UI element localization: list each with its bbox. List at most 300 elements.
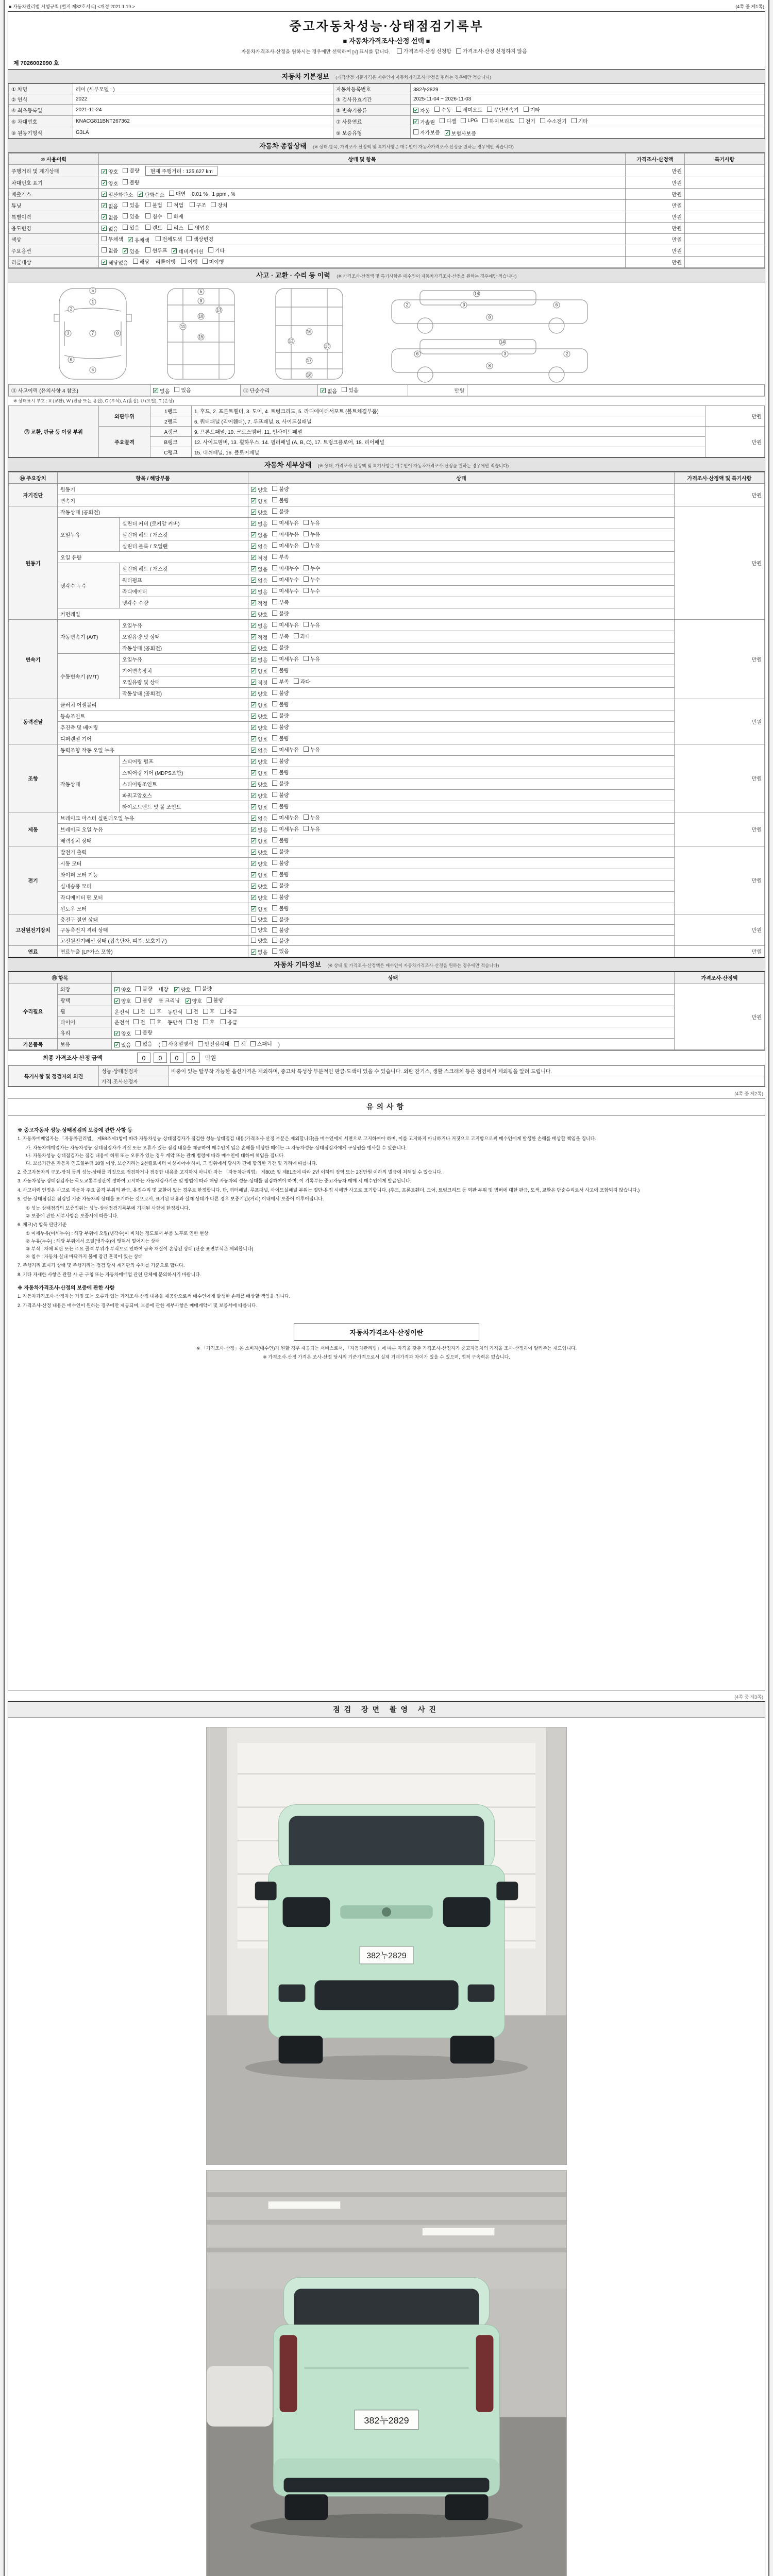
section-etc-title: 자동차 기타정보 — [274, 961, 322, 969]
engine-type-value: G3LA — [73, 127, 333, 138]
glass-state[interactable]: ✔ 양호 불량 — [112, 1027, 675, 1039]
table-row — [9, 869, 765, 880]
state-options[interactable]: ✔ 없음 미세누유 누유 — [248, 812, 675, 823]
state-options[interactable]: ✔ 양호 불량 — [248, 835, 675, 846]
item-label: 충전구 절연 상태 — [58, 914, 248, 925]
price-cell: 만원 — [675, 846, 765, 914]
item-label: 오일 유량 — [58, 551, 248, 563]
sub-coolant-leak: 냉각수 누수 — [58, 563, 120, 608]
photos-box — [8, 1701, 765, 2576]
notes-paragraph: 5. 성능·상태점검은 점검일 기준 자동차의 상태를 표기하는 것으로서, 표기된 내용과 실제 상태가 다른 경우 보증기간(거리) 이내에서 보증이 이루어집니다. — [18, 1196, 324, 1202]
state-options[interactable]: ✔ 없음 미세누유 누유 — [248, 529, 675, 540]
section-basic-header — [8, 69, 765, 83]
select-note: 자동차가격조사·산정을 원하시는 경우에만 선택하여 [√] 표시를 합니다. — [241, 49, 391, 55]
usage-sub-label: 리콜이행 — [155, 260, 176, 265]
state-options[interactable]: ✔ 없음 미세누유 누유 — [248, 823, 675, 835]
item-label: 냉각수 수량 — [120, 597, 248, 608]
state-options[interactable]: ✔ 양호 불량 — [248, 801, 675, 812]
table-row — [9, 823, 765, 835]
polish-label: 광택 — [58, 995, 112, 1006]
state-options[interactable]: ✔ 양호 불량 — [248, 778, 675, 789]
repair-needed-label: 수리필요 — [9, 984, 58, 1039]
table-row — [9, 653, 765, 665]
table-row — [9, 665, 765, 676]
state-options[interactable]: ✔ 없음 미세누수 누수 — [248, 585, 675, 597]
state-options[interactable]: ✔ 양호 불량 — [248, 483, 675, 495]
final-price-row — [8, 1050, 765, 1065]
section-overall-note: (※ 상태·항목, 가격조사·산정액 및 특기사항은 매수인이 자동차가격조사·산정을 원하는 경우에만 적습니다) — [313, 144, 514, 149]
state-options[interactable]: ✔ 양호 불량 — [248, 789, 675, 801]
simple-repair-options[interactable]: ✔ 없음 있음 — [318, 384, 408, 396]
vin-label: ⑥ 차대번호 — [9, 115, 73, 127]
price-cell: 만원 — [675, 914, 765, 946]
usage-options-1: ✔ 없음 있음 — [102, 225, 140, 232]
overall-state-table — [8, 153, 765, 268]
usage-state[interactable] — [99, 256, 626, 267]
table-row — [9, 946, 765, 957]
usage-state[interactable] — [99, 245, 626, 256]
note-cell — [685, 256, 765, 267]
rank-label: C랭크 — [150, 447, 192, 457]
item-label: 커먼레일 — [58, 608, 248, 619]
price-cell: 만원 — [626, 222, 685, 233]
polish-state[interactable]: ✔ 양호 불량 룸 크리닝 ✔ 양호 불량 — [112, 995, 675, 1006]
group-steering: 조향 — [9, 744, 58, 812]
usage-options-1: 없음 ✔ 있음 — [102, 248, 144, 254]
state-options[interactable]: ✔ 양호 불량 — [248, 903, 675, 914]
simple-repair-label: ⑫ 단순수리 — [241, 384, 318, 396]
col-etc-state: 상태 — [112, 972, 675, 984]
item-label: 스티어링조인트 — [120, 778, 248, 789]
col-usage-history: ⑩ 사용이력 — [9, 153, 99, 164]
usage-options-3: 구조 장치 — [190, 203, 232, 209]
note-cell — [685, 233, 765, 245]
transmission-options[interactable]: ✔ 자동 수동 세미오토 무단변속기 기타 — [411, 104, 765, 115]
table-row — [9, 517, 765, 529]
top-strip — [6, 2, 767, 11]
state-options[interactable]: ✔ 없음 있음 — [248, 946, 675, 957]
section-detail-header — [8, 457, 765, 472]
group-electric: 전기 — [9, 846, 58, 914]
price-cell: 만원 — [675, 984, 765, 1050]
exterior-state[interactable]: ✔ 양호 불량 내장 ✔ 양호 불량 — [112, 984, 675, 995]
section-etc-header — [8, 957, 765, 972]
table-row — [9, 631, 765, 642]
usage-state[interactable] — [99, 233, 626, 245]
vehicle-rear-photo — [206, 2170, 567, 2576]
table-row — [9, 574, 765, 585]
state-options[interactable]: ✔ 양호 불량 — [248, 733, 675, 744]
usage-options-1: ✔ 일산화탄소 ✔ 탄화수소 매연 — [102, 191, 186, 198]
notes-paragraph: ② 누유(누수) : 해당 부위에서 오일(냉각수)이 맺혀서 떨어지는 상태 — [26, 1239, 160, 1244]
usage-row — [9, 199, 765, 211]
state-options[interactable]: ✔ 양호 불량 — [248, 665, 675, 676]
wheel-state[interactable]: 운전석 전 후 동반석 전 후 응급 — [112, 1006, 675, 1017]
item-label: 스티어링 기어 (MDPS포함) — [120, 767, 248, 778]
usage-options-1: 무채색 ✔ 유채색 — [102, 237, 154, 243]
rank-items: 1. 후드, 2. 프론트휀더, 3. 도어, 4. 트렁크리드, 5. 라디에이터서포트 (볼트체결부품) — [192, 405, 705, 416]
page-marker: (4쪽 중 제2쪽) — [734, 1091, 763, 1096]
item-label: 기어변속장치 — [120, 665, 248, 676]
table-row — [9, 94, 765, 104]
car-name-label: ① 차명 — [9, 83, 73, 94]
definition-note: ※ 「가격조사·산정」은 소비자(매수인)가 원할 경우 제공되는 서비스로서, 「자동차관리법」에 따른 자격을 갖춘 가격조사·산정자가 중고자동차의 가격을 조사·산정하여 알려주는 제도입니다. — [196, 1346, 577, 1351]
item-label: 실린더 헤드 / 개스킷 — [120, 529, 248, 540]
col-etc-item: ⑮ 항목 — [9, 972, 112, 984]
table-row — [9, 914, 765, 925]
table-row — [9, 1027, 765, 1039]
inspection-period-label: ③ 검사유효기간 — [333, 94, 411, 104]
item-label: 배력장치 상태 — [58, 835, 248, 846]
front-plate-text: 382누2829 — [366, 1951, 407, 1960]
table-row — [9, 619, 765, 631]
item-label: 추진축 및 베어링 — [58, 721, 248, 733]
notes-paragraph: 6. 체크(√) 항목 판단기준 — [18, 1222, 67, 1227]
item-label: 윈도우 모터 — [58, 903, 248, 914]
table-row — [9, 744, 765, 755]
notes-paragraph: 2. 중고자동차의 구조·장치 등의 성능·상태를 거짓으로 점검하거나 점검한 내용을 고지하지 아니한 자는 「자동차관리법」 제80조 및 제81조에 따라 2년 이하의 징역 또는 2천만원 이하의 벌금에 처해질 수 있습니다. — [18, 1169, 443, 1175]
basic-info-table — [8, 83, 765, 139]
state-options[interactable]: ✔ 적정 부족 과다 — [248, 631, 675, 642]
state-options[interactable]: ✔ 양호 불량 — [248, 721, 675, 733]
price-cell: 만원 — [705, 405, 765, 426]
col-price: 가격조사·산정액 — [626, 153, 685, 164]
accident-history-table — [8, 384, 765, 396]
rank-label: 1랭크 — [150, 405, 192, 416]
accident-history-label: ⑪ 사고이력 (유의사항 4 참조) — [9, 384, 150, 396]
item-label: 오일유량 및 상태 — [120, 676, 248, 687]
sub-mt: 수동변속기 (M/T) — [58, 653, 120, 699]
main-form-box — [8, 11, 765, 1087]
usage-row — [9, 256, 765, 267]
table-row — [9, 426, 765, 436]
outer-panel-label: 외판부위 — [99, 405, 150, 426]
usage-row — [9, 177, 765, 188]
table-row — [9, 506, 765, 517]
section-overall-title: 자동차 종합상태 — [259, 142, 307, 150]
notes-paragraph: 1. 자동차매매업자는 「자동차관리법」 제58조제1항에 따라 자동차성능·상태점검자가 점검한 성능·상태점검 내용(가격조사·산정 부분은 제외합니다)을 매수인에게 서면으로 고지하여야 하며, 이를 고지하지 아니하거나 거짓으로 고지함으로써 매수인에게 발생한 손해를 배상할 책임을 집니다. — [18, 1136, 596, 1141]
state-options[interactable]: ✔ 없음 미세누유 누유 — [248, 619, 675, 631]
tire-state[interactable]: 운전석 전 후 동반석 전 후 응급 — [112, 1016, 675, 1027]
col-detail-state: 상태 — [248, 472, 675, 483]
room-cleaning-label: 룸 크리닝 — [158, 998, 180, 1004]
state-options[interactable]: ✔ 없음 미세누유 누유 — [248, 517, 675, 529]
state-options[interactable]: ✔ 적정 부족 — [248, 597, 675, 608]
table-row — [9, 384, 765, 396]
usage-row — [9, 164, 765, 177]
col-item-part: 항목 / 해당부품 — [58, 472, 248, 483]
group-transmission: 변속기 — [9, 619, 58, 699]
item-label: 브레이크 오일 누유 — [58, 823, 248, 835]
state-options[interactable]: ✔ 양호 불량 — [248, 506, 675, 517]
usage-options-2: 이행 미이행 — [181, 260, 228, 265]
usage-state[interactable] — [99, 188, 626, 199]
page-subtitle: ■ 자동차가격조사·산정 선택 ■ — [343, 37, 430, 45]
price-cell: 만원 — [626, 256, 685, 267]
usage-options-1: ✔ 없음 있음 — [102, 214, 140, 221]
usage-options-1: ✔ 양호 불량 — [102, 168, 140, 175]
section-accident-title: 사고 · 교환 · 수리 등 이력 — [256, 271, 330, 279]
usage-label: 용도변경 — [9, 222, 99, 233]
item-label: 작동상태 (공회전) — [58, 506, 248, 517]
note-cell — [685, 211, 765, 222]
main-frame-label: 주요골격 — [99, 426, 150, 457]
usage-options-1: ✔ 해당없음 해당 — [102, 259, 149, 266]
notes-paragraph: ④ 침수 : 자동차 실내 바닥까지 물에 잠긴 흔적이 있는 상태 — [26, 1254, 143, 1260]
section-basic-note: (가격산정 기준가격은 매수인이 자동차가격조사·산정을 원하는 경우에만 적습니다) — [335, 74, 491, 80]
table-row — [9, 857, 765, 869]
state-options[interactable]: ✔ 양호 불량 — [248, 869, 675, 880]
note-cell — [685, 164, 765, 177]
state-options[interactable]: ✔ 양호 불량 — [248, 642, 675, 653]
usage-label: 주요옵션 — [9, 245, 99, 256]
table-row — [9, 733, 765, 744]
state-options[interactable]: ✔ 없음 미세누유 누유 — [248, 540, 675, 551]
price-digit: 0 — [137, 1053, 150, 1063]
table-row — [9, 495, 765, 506]
basic-items-label: 기본품목 — [9, 1039, 58, 1050]
usage-state[interactable] — [99, 164, 626, 177]
item-label: 라디에이터 — [120, 585, 248, 597]
col-note: 특기사항 — [685, 153, 765, 164]
usage-options-2: 렌트 리스 영업용 — [145, 226, 214, 231]
section-etc-note: (※ 상태 및 가격조사·산정액은 매수인이 자동차가격조사·산정을 원하는 경우에만 적습니다) — [327, 963, 499, 968]
table-row — [9, 104, 765, 115]
item-label: 워터펌프 — [120, 574, 248, 585]
table-row — [9, 563, 765, 574]
notes-paragraph: ③ 부식 : 차체 외판 또는 주요 골격 부위가 부식으로 인하여 금속 재질이 손상된 상태 (단순 표면부식은 제외합니다) — [26, 1246, 254, 1252]
state-options[interactable]: ✔ 양호 불량 — [248, 699, 675, 710]
price-digit: 0 — [187, 1053, 200, 1063]
table-row — [9, 767, 765, 778]
vehicle-diagram: 5 1 2 3 7 8 6 4 5 9 10 11 13 15 12 16 17 18 13 2 3 6 14 8 6 3 2 14 8 — [10, 284, 763, 383]
table-row — [9, 540, 765, 551]
inspector-comment: 비중이 있는 탈부착 가능한 옵션가격은 제외하며, 중고차 특성상 부분적인 판금·도색이 있을 수 있습니다. 외판 잔기스, 생활 스크래치 등은 점검에서 제외됨을 알려 드립니다. — [169, 1066, 765, 1076]
status-symbol-legend: ※ 상태표시 부호 : X (교환), W (판금 또는 용접), C (부식), A (흠집), U (요철), T (손상) — [8, 396, 765, 405]
state-options[interactable]: ✔ 없음 미세누유 누유 — [248, 744, 675, 755]
usage-sub-label: 0.01 % , 1 ppm , % — [192, 192, 236, 197]
page-title: 중고자동차성능·상태점검기록부 — [289, 20, 484, 33]
notes-title: 유의사항 — [8, 1098, 765, 1115]
group-engine: 원동기 — [9, 506, 58, 619]
state-options[interactable]: ✔ 적정 부족 과다 — [248, 676, 675, 687]
inspection-period-value: 2025-11-04 ~ 2026-11-03 — [411, 94, 765, 104]
state-options[interactable]: ✔ 양호 불량 — [248, 495, 675, 506]
usage-label: 주행거리 및 계기상태 — [9, 164, 99, 177]
notes-paragraph: ① 미세누유(미세누수) : 해당 부위에 오일(냉각수)이 비치는 정도로서 부품 노후로 인한 현상 — [26, 1231, 209, 1236]
notes-body — [8, 1115, 765, 1315]
state-options[interactable]: ✔ 양호 불량 — [248, 880, 675, 891]
table-row — [9, 551, 765, 563]
price-cell: 만원 — [626, 245, 685, 256]
table-row — [9, 699, 765, 710]
state-options[interactable]: ✔ 적정 부족 — [248, 551, 675, 563]
accident-history-options[interactable]: ✔ 없음 있음 — [150, 384, 241, 396]
state-options[interactable]: ✔ 양호 불량 — [248, 710, 675, 721]
usage-row — [9, 233, 765, 245]
appraiser-comment — [169, 1076, 765, 1087]
sub-at: 자동변속기 (A/T) — [58, 619, 120, 653]
price-cell: 만원 — [675, 506, 765, 619]
exterior-label: 외장 — [58, 984, 112, 995]
price-survey-definition-notes — [8, 1345, 765, 1360]
title-block — [8, 12, 765, 57]
state-options[interactable]: ✔ 없음 미세누수 누수 — [248, 574, 675, 585]
table-row — [9, 1066, 765, 1076]
usage-label: 배출가스 — [9, 188, 99, 199]
item-label: 브레이크 마스터 실린더오일 누유 — [58, 812, 248, 823]
price-survey-definition-box: 자동차가격조사·산정이란 — [294, 1324, 479, 1341]
table-row — [9, 1006, 765, 1017]
item-label: 클러치 어셈블리 — [58, 699, 248, 710]
state-options[interactable]: ✔ 양호 불량 — [248, 846, 675, 857]
price-cell: 만원 — [675, 744, 765, 812]
detail-state-table — [8, 472, 765, 958]
fuel-label: ⑦ 사용연료 — [333, 115, 411, 127]
rear-plate-text: 382누2829 — [364, 2415, 409, 2426]
state-options[interactable]: ✔ 양호 불량 — [248, 755, 675, 767]
item-label: 오일누유 — [120, 653, 248, 665]
notes-paragraph: 나. 자동차성능·상태점검자는 점검 내용에 허위 또는 오류가 있는 경우 계약 또는 관계 법령에 따라 매수인에 대하여 책임을 집니다. — [26, 1153, 285, 1158]
state-options[interactable]: ✔ 양호 불량 — [248, 608, 675, 619]
usage-state[interactable] — [99, 199, 626, 211]
group-self-diagnosis: 자기진단 — [9, 483, 58, 506]
item-label: 라디에이터 팬 모터 — [58, 891, 248, 903]
section-accident-note: (※ 가격조사·산정액 및 특기사항은 매수인이 자동차가격조사·산정을 원하는 경우에만 적습니다) — [337, 273, 517, 279]
interior-label: 내장 — [158, 987, 169, 993]
inspector-role: 성능·상태점검자 — [99, 1066, 169, 1076]
state-options[interactable]: 양호 불량 — [248, 935, 675, 946]
notes-paragraph: 8. 기타 자세한 사항은 관할 시·군·구청 또는 자동차매매업 관련 단체에 문의하시기 바랍니다. — [18, 1272, 201, 1277]
table-row — [9, 115, 765, 127]
group-fuel: 연료 — [9, 946, 58, 957]
item-label: 작동상태 (공회전) — [120, 642, 248, 653]
notes-paragraph: 2. 가격조사·산정 내용은 매수인이 원하는 경우에만 제공되며, 보증에 관한 세부사항은 매매계약서 및 보증서에 따릅니다. — [18, 1302, 258, 1308]
form-reference: ■ 자동차관리법 시행규칙 [별지 제82호서식] <개정 2021.1.19.> — [9, 4, 135, 9]
reg-no-label: 자동차등록번호 — [333, 83, 411, 94]
price-cell: 만원 — [705, 426, 765, 457]
col-detail-price: 가격조사·산정액 및 특기사항 — [675, 472, 765, 483]
rank-items: 12. 사이드멤버, 13. 휠하우스, 14. 필러패널 (A, B, C), 17. 트렁크플로어, 18. 리어패널 — [192, 436, 705, 447]
group-high-voltage: 고전원전기장치 — [9, 914, 58, 946]
price-cell: 만원 — [626, 211, 685, 222]
warranty-options[interactable]: 자가보증 ✔ 보험사보증 — [411, 127, 765, 138]
mileage-box: 현재 주행거리 : 125,627 km — [145, 166, 217, 176]
table-row — [9, 1076, 765, 1087]
usage-state[interactable] — [99, 177, 626, 188]
rank-label: A랭크 — [150, 426, 192, 436]
price-cell: 만원 — [626, 164, 685, 177]
first-registration-value: 2021-11-24 — [73, 104, 333, 115]
table-row — [9, 687, 765, 699]
appraiser-role: 가격·조사산정자 — [99, 1076, 169, 1087]
state-options[interactable]: ✔ 없음 미세누유 누유 — [248, 653, 675, 665]
usage-options-1: ✔ 없음 있음 — [102, 202, 140, 210]
engine-type-label: ⑧ 원동기형식 — [9, 127, 73, 138]
glass-label: 유리 — [58, 1027, 112, 1039]
price-cell: 만원 — [626, 199, 685, 211]
state-options[interactable]: 양호 불량 — [248, 914, 675, 925]
table-row — [9, 935, 765, 946]
usage-state[interactable] — [99, 222, 626, 233]
table-row — [9, 812, 765, 823]
state-options[interactable]: ✔ 양호 불량 — [248, 687, 675, 699]
table-row — [9, 755, 765, 767]
usage-state[interactable] — [99, 211, 626, 222]
table-row — [9, 1016, 765, 1027]
usage-label: 특별이력 — [9, 211, 99, 222]
item-label: 작동상태 (공회전) — [120, 687, 248, 699]
rank-label: B랭크 — [150, 436, 192, 447]
col-main-device: ⑭ 주요장치 — [9, 472, 58, 483]
price-digit: 0 — [170, 1053, 183, 1063]
group-powertrain: 동력전달 — [9, 699, 58, 744]
table-row — [9, 984, 765, 995]
year-label: ② 연식 — [9, 94, 73, 104]
item-label: 오일누유 — [120, 619, 248, 631]
table-row — [9, 529, 765, 540]
reg-no-value: 382누2829 — [411, 83, 765, 94]
item-label: 오일유량 및 상태 — [120, 631, 248, 642]
item-label: 고전원전기배선 상태 (접속단자, 피복, 보호기구) — [58, 935, 248, 946]
item-label: 디퍼렌셜 기어 — [58, 733, 248, 744]
car-name-value: 레이 (세부모델 : ) — [73, 83, 333, 94]
table-row — [9, 801, 765, 812]
item-label: 연료누출 (LP가스 포함) — [58, 946, 248, 957]
exchange-parts-label: ⑬ 교환, 판금 등 이상 부위 — [9, 405, 99, 457]
notes-paragraph: ※ 자동차가격조사·산정의 보증에 관한 사항 — [18, 1285, 115, 1292]
price-cell: 만원 — [675, 619, 765, 699]
state-options[interactable]: ✔ 없음 미세누수 누수 — [248, 563, 675, 574]
notes-paragraph: 3. 자동차성능·상태점검자는 국토교통부장관이 정하여 고시하는 자동차검사기준 및 방법에 따라 해당 자동차의 성능·상태를 점검하여야 하며, 이 기록부는 중고자동차 매매 시 매수인에게 발급됩니다. — [18, 1178, 412, 1184]
notes-paragraph: ① 성능·상태점검의 보증범위는 성능·상태점검기록부에 기재된 사항에 한정됩니다. — [26, 1205, 190, 1211]
usage-label: 차대번호 표기 — [9, 177, 99, 188]
state-options[interactable]: 양호 불량 — [248, 925, 675, 936]
table-row — [9, 642, 765, 653]
item-label: 실린더 블록 / 오일팬 — [120, 540, 248, 551]
note-cell — [685, 188, 765, 199]
fuel-options[interactable]: ✔ 가솔린 디젤 LPG 하이브리드 전기 수소전기 기타 — [411, 115, 765, 127]
state-options[interactable]: ✔ 양호 불량 — [248, 767, 675, 778]
usage-label: 리콜대상 — [9, 256, 99, 267]
table-row — [9, 127, 765, 138]
vehicle-diagram-drawing — [10, 284, 763, 383]
table-row — [9, 597, 765, 608]
basic-items-state[interactable]: ✔ 있음 없음 ( 사용설명서 안전삼각대 잭 스패너 ) — [112, 1039, 675, 1050]
table-row — [9, 710, 765, 721]
usage-options-2: 전체도색 색상변경 — [156, 237, 218, 243]
item-label: 등속조인트 — [58, 710, 248, 721]
usage-options-2: 침수 화재 — [145, 214, 188, 220]
etc-info-table — [8, 972, 765, 1050]
tire-label: 타이어 — [58, 1016, 112, 1027]
usage-label: 튜닝 — [9, 199, 99, 211]
usage-row — [9, 245, 765, 256]
note-cell — [685, 222, 765, 233]
price-cell: 만원 — [626, 233, 685, 245]
notes-paragraph: ② 보증에 관한 세부사항은 보증서에 따릅니다. — [26, 1213, 119, 1218]
select-options[interactable]: 가격조사·산정 신청함 가격조사·산정 신청하지 않음 — [397, 49, 532, 55]
item-label: 스티어링 펌프 — [120, 755, 248, 767]
state-options[interactable]: ✔ 양호 불량 — [248, 891, 675, 903]
state-options[interactable]: ✔ 양호 불량 — [248, 857, 675, 869]
final-price-label: 최종 가격조사·산정 금액 — [42, 1055, 103, 1061]
exchange-rank-table — [8, 405, 765, 457]
note-cell — [685, 199, 765, 211]
warranty-type-label: ⑨ 보증유형 — [333, 127, 411, 138]
page-marker: (4쪽 중 제3쪽) — [734, 1694, 763, 1700]
notes-paragraph: 다. 보증기간은 자동차 인도일부터 30일 이상, 보증거리는 2천킬로미터 이상이어야 하며, 그 범위에서 당사자 간에 합의한 기간 및 거리에 따릅니다. — [26, 1160, 317, 1166]
